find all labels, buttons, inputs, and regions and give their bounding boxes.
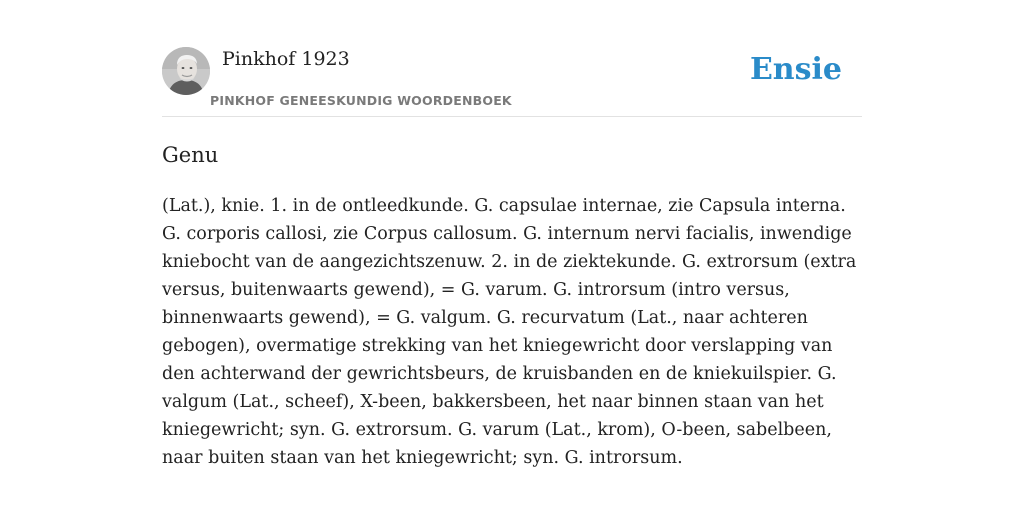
dictionary-subtitle[interactable]: PINKHOF GENEESKUNDIG WOORDENBOEK xyxy=(210,93,512,108)
ensie-logo-link[interactable]: Ensie xyxy=(749,52,842,87)
portrait-icon xyxy=(162,47,210,95)
header xyxy=(162,46,862,117)
entry-title: Genu xyxy=(162,143,219,167)
author-avatar[interactable] xyxy=(162,47,210,95)
author-name[interactable]: Pinkhof 1923 xyxy=(222,48,350,70)
entry-definition: (Lat.), knie. 1. in de ontleedkunde. G. capsulae internae, zie Capsula interna. G. corporis callosi, zie Corpus callosum. G. internum nervi facialis, inwendige kniebocht van de aangezichtszenuw. 2. in de ziektekunde. G. extrorsum (extra versus, buitenwaarts gewend), = G. varum. G. introrsum (intro versus, binnenwaarts gewend), = G. valgum. G. recurvatum (Lat., naar achteren gebogen), overmatige strekking van het kniegewricht door verslapping van den achterwand der gewrichtsbeurs, de kruisbanden en de kniekuilspier. G. valgum (Lat., scheef), X-been, bakkersbeen, het naar binnen staan van het kniegewricht; syn. G. extrorsum. G. varum (Lat., krom), O-been, sabelbeen, naar buiten staan van het kniegewricht; syn. G. introrsum. xyxy=(162,196,857,468)
